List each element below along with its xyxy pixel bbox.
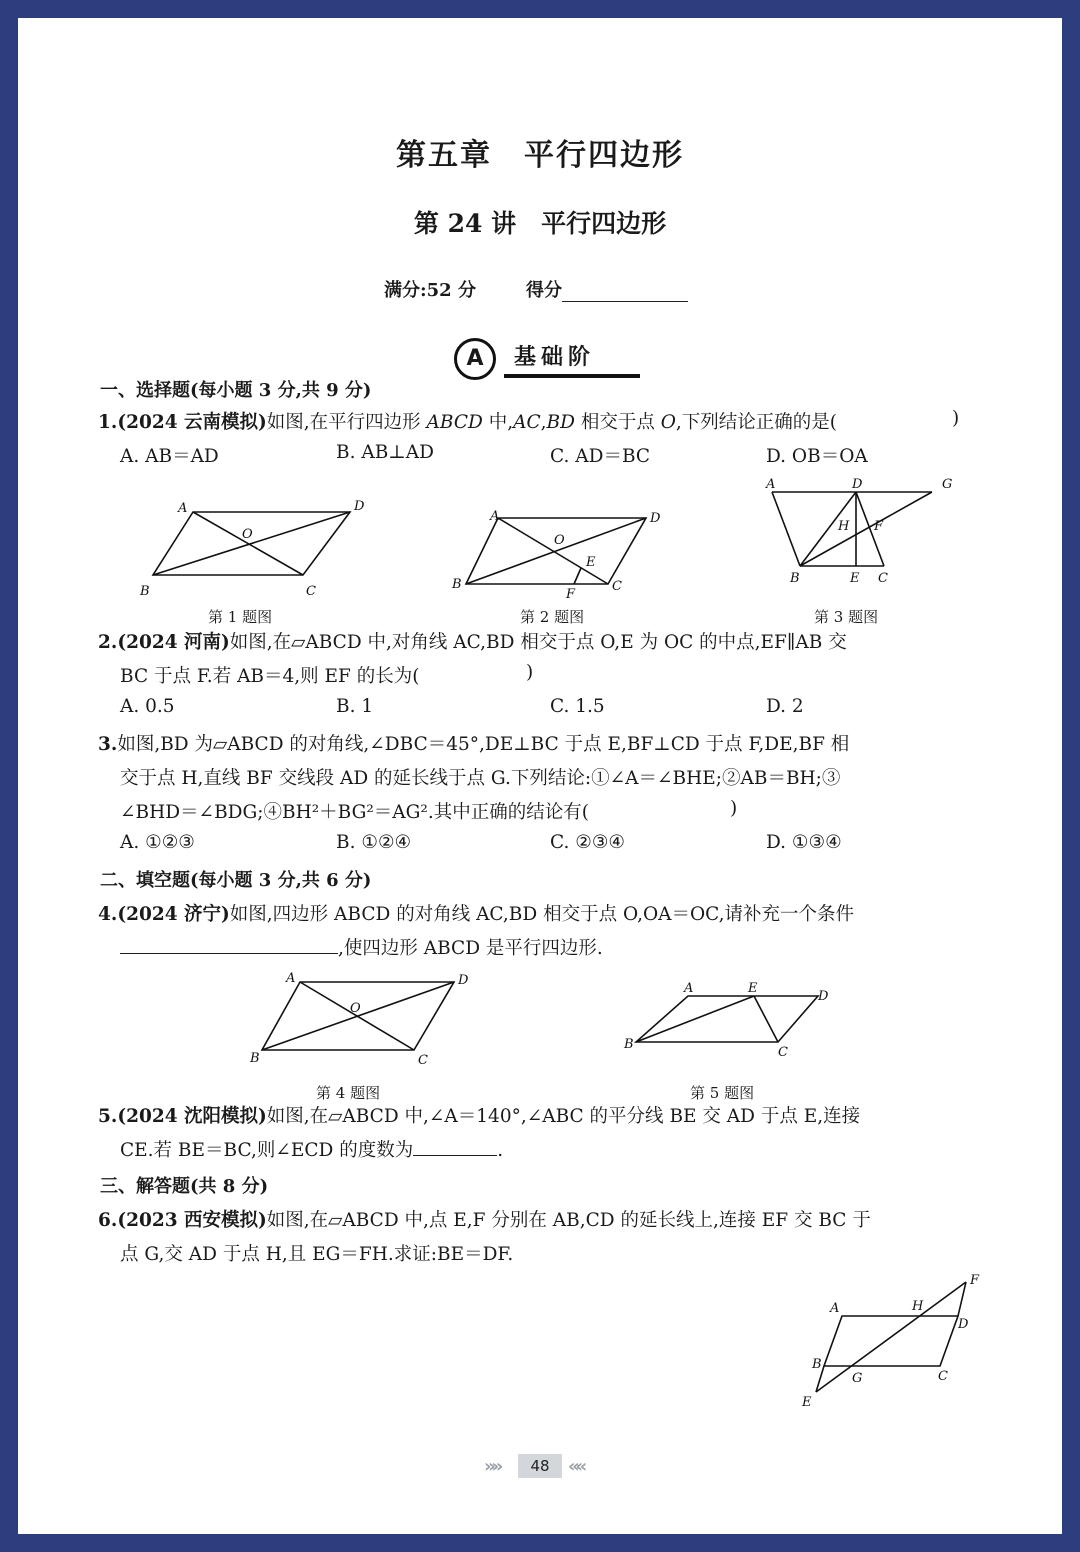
q2-number: 2. [98, 632, 118, 653]
fig5-segment-be [636, 996, 754, 1042]
q3-answer-paren[interactable]: ) [730, 798, 738, 819]
q1-option-d[interactable]: D. OB＝OA [766, 446, 868, 467]
fig6-label: A [830, 1301, 840, 1316]
fig1-label: C [306, 584, 316, 599]
fig3-label: C [878, 571, 888, 586]
caption-fig-3: 第 3 题图 [814, 608, 879, 626]
q5-line-2: CE.若 BE＝BC,则∠ECD 的度数为 [120, 1140, 414, 1161]
question-3 [98, 730, 849, 756]
fig6-label: G [852, 1371, 863, 1386]
figure-3 [764, 474, 954, 604]
q3-number: 3. [98, 734, 118, 755]
fig4-diagonal-bd [262, 982, 454, 1050]
fig2-label: A [490, 509, 500, 524]
q2-answer-paren[interactable]: ) [526, 662, 534, 683]
q2-option-a[interactable]: A. 0.5 [120, 696, 175, 717]
q1-option-b[interactable]: B. AB⊥AD [336, 442, 434, 463]
score-label: 得分 [525, 280, 562, 301]
fig3-label: F [874, 519, 884, 534]
figure-1 [138, 494, 368, 604]
q1-text: , [540, 412, 547, 433]
lecture-title: 第 24 讲 平行四边形 [413, 209, 667, 238]
caption-fig-5: 第 5 题图 [690, 1084, 755, 1102]
q5-period: . [497, 1140, 504, 1161]
fig3-label: A [766, 477, 776, 492]
q1-text: 如图,在平行四边形 [266, 412, 427, 433]
fig3-label: E [850, 571, 860, 586]
worksheet-page [18, 18, 1062, 1534]
q5-line-2-wrap [120, 1136, 503, 1162]
fig6-label: E [802, 1395, 812, 1410]
page-number: 48 [518, 1454, 562, 1478]
fig3-label: B [790, 571, 800, 586]
caption-fig-4: 第 4 题图 [316, 1084, 381, 1102]
fig4-label: D [458, 973, 469, 988]
score-line [384, 276, 688, 302]
fig2-label: C [612, 579, 622, 594]
fig4-label: A [286, 971, 296, 986]
fig2-label: B [452, 577, 462, 592]
q1-math: AC [513, 412, 541, 433]
q4-answer-blank[interactable] [120, 937, 338, 954]
q5-source: (2024 沈阳模拟) [117, 1106, 267, 1127]
fig6-parallelogram [824, 1316, 958, 1366]
q6-source: (2023 西安模拟) [117, 1210, 267, 1231]
fig5-label: B [624, 1037, 634, 1052]
q4-line-1: 如图,四边形 ABCD 的对角线 AC,BD 相交于点 O,OA＝OC,请补充一个条件 [229, 904, 855, 925]
fig5-label: C [778, 1045, 788, 1060]
q2-option-b[interactable]: B. 1 [336, 696, 374, 717]
question-6 [98, 1206, 871, 1232]
q3-option-c[interactable]: C. ②③④ [550, 832, 626, 853]
fig6-label: B [812, 1357, 822, 1372]
level-underline [504, 374, 640, 378]
q6-number: 6. [98, 1210, 118, 1231]
fig3-label: G [942, 477, 953, 492]
q3-option-d[interactable]: D. ①③④ [766, 832, 842, 853]
q1-math: O [660, 412, 676, 433]
q2-source: (2024 河南) [117, 632, 230, 653]
q2-line-1: 如图,在▱ABCD 中,对角线 AC,BD 相交于点 O,E 为 OC 的中点,EF∥AB 交 [229, 632, 847, 653]
fig3-label: D [852, 477, 863, 492]
fig6-label: C [938, 1369, 948, 1384]
question-5 [98, 1102, 860, 1128]
level-name: 基础阶 [514, 345, 596, 370]
fig1-label: O [242, 527, 253, 542]
q1-math: ABCD [426, 412, 483, 433]
q2-option-d[interactable]: D. 2 [766, 696, 804, 717]
q1-option-c[interactable]: C. AD＝BC [550, 446, 651, 467]
q6-line-1: 如图,在▱ABCD 中,点 E,F 分别在 AB,CD 的延长线上,连接 EF 交 BC 于 [266, 1210, 871, 1231]
chapter-title: 第五章 平行四边形 [396, 138, 684, 173]
fig1-diagonal-ac [193, 512, 303, 575]
right-arrows-icon: «« [568, 1456, 584, 1477]
q5-answer-blank[interactable] [413, 1139, 497, 1156]
q3-option-a[interactable]: A. ①②③ [120, 832, 195, 853]
section-heading-fill: 二、填空题(每小题 3 分,共 6 分) [100, 870, 372, 891]
figure-2 [450, 490, 690, 610]
q3-option-b[interactable]: B. ①②④ [336, 832, 412, 853]
fig5-parallelogram [636, 996, 818, 1042]
question-4 [98, 900, 854, 926]
left-arrows-icon: »» [484, 1456, 500, 1477]
figure-4 [246, 970, 469, 1076]
question-1 [98, 408, 837, 434]
q1-text: 相交于点 [574, 412, 661, 433]
fig2-label: O [554, 533, 565, 548]
fig3-line-bg [800, 492, 932, 566]
q1-option-a[interactable]: A. AB＝AD [120, 446, 219, 467]
fig5-segment-ec [754, 996, 778, 1042]
q6-line-2: 点 G,交 AD 于点 H,且 EG＝FH.求证:BE＝DF. [120, 1244, 514, 1265]
q2-line-2: BC 于点 F.若 AB＝4,则 EF 的长为( [120, 666, 420, 687]
fig4-label: O [350, 1001, 361, 1016]
figure-6 [800, 1274, 990, 1414]
q5-number: 5. [98, 1106, 118, 1127]
fig5-label: A [684, 981, 694, 996]
caption-fig-2: 第 2 题图 [520, 608, 585, 626]
fig6-label: H [912, 1299, 924, 1314]
fig1-label: A [178, 501, 188, 516]
level-heading [454, 336, 644, 384]
fig5-label: D [818, 989, 829, 1004]
q1-text: 中, [482, 412, 514, 433]
fig3-side-ab [772, 492, 800, 566]
q2-option-c[interactable]: C. 1.5 [550, 696, 605, 717]
q1-source: (2024 云南模拟) [117, 412, 267, 433]
section-heading-solve: 三、解答题(共 8 分) [100, 1176, 269, 1197]
caption-fig-1: 第 1 题图 [208, 608, 273, 626]
q5-line-1: 如图,在▱ABCD 中,∠A＝140°,∠ABC 的平分线 BE 交 AD 于点 E,连接 [266, 1106, 861, 1127]
section-heading-choice: 一、选择题(每小题 3 分,共 9 分) [100, 380, 372, 401]
page-number-footer [478, 1454, 602, 1480]
figure-5 [622, 980, 842, 1070]
q4-number: 4. [98, 904, 118, 925]
full-score: 满分:52 分 [384, 280, 476, 301]
q1-math: BD [546, 412, 575, 433]
q1-number: 1. [98, 412, 118, 433]
q4-source: (2024 济宁) [117, 904, 230, 925]
q3-line-1: 如图,BD 为▱ABCD 的对角线,∠DBC＝45°,DE⊥BC 于点 E,BF⊥CD 于点 F,DE,BF 相 [117, 734, 850, 755]
fig1-label: B [140, 584, 150, 599]
fig3-label: H [838, 519, 850, 534]
fig2-label: E [586, 555, 596, 570]
fig1-diagonal-bd [153, 512, 350, 575]
fig2-label: D [650, 511, 661, 526]
q4-line-2-wrap [120, 934, 603, 960]
fig6-label: D [958, 1317, 969, 1332]
fig4-label: B [250, 1051, 260, 1066]
q4-line-2: ,使四边形 ABCD 是平行四边形. [338, 938, 603, 959]
fig2-label: F [566, 587, 576, 602]
q1-answer-paren[interactable]: ) [952, 408, 960, 429]
fig6-label: F [970, 1273, 980, 1288]
fig2-segment-ef [574, 568, 581, 584]
fig4-label: C [418, 1053, 428, 1068]
level-badge-icon: A [454, 338, 496, 380]
q3-line-2: 交于点 H,直线 BF 交线段 AD 的延长线于点 G.下列结论:①∠A＝∠BHE;②AB＝BH;③ [120, 768, 841, 789]
question-2 [98, 628, 847, 654]
q3-line-3: ∠BHD＝∠BDG;④BH²＋BG²＝AG².其中正确的结论有( [120, 802, 589, 823]
score-blank[interactable] [562, 283, 688, 302]
fig1-label: D [354, 499, 365, 514]
q1-text: ,下列结论正确的是( [675, 412, 837, 433]
fig5-label: E [748, 981, 758, 996]
fig2-diagonal-ac [498, 518, 608, 584]
